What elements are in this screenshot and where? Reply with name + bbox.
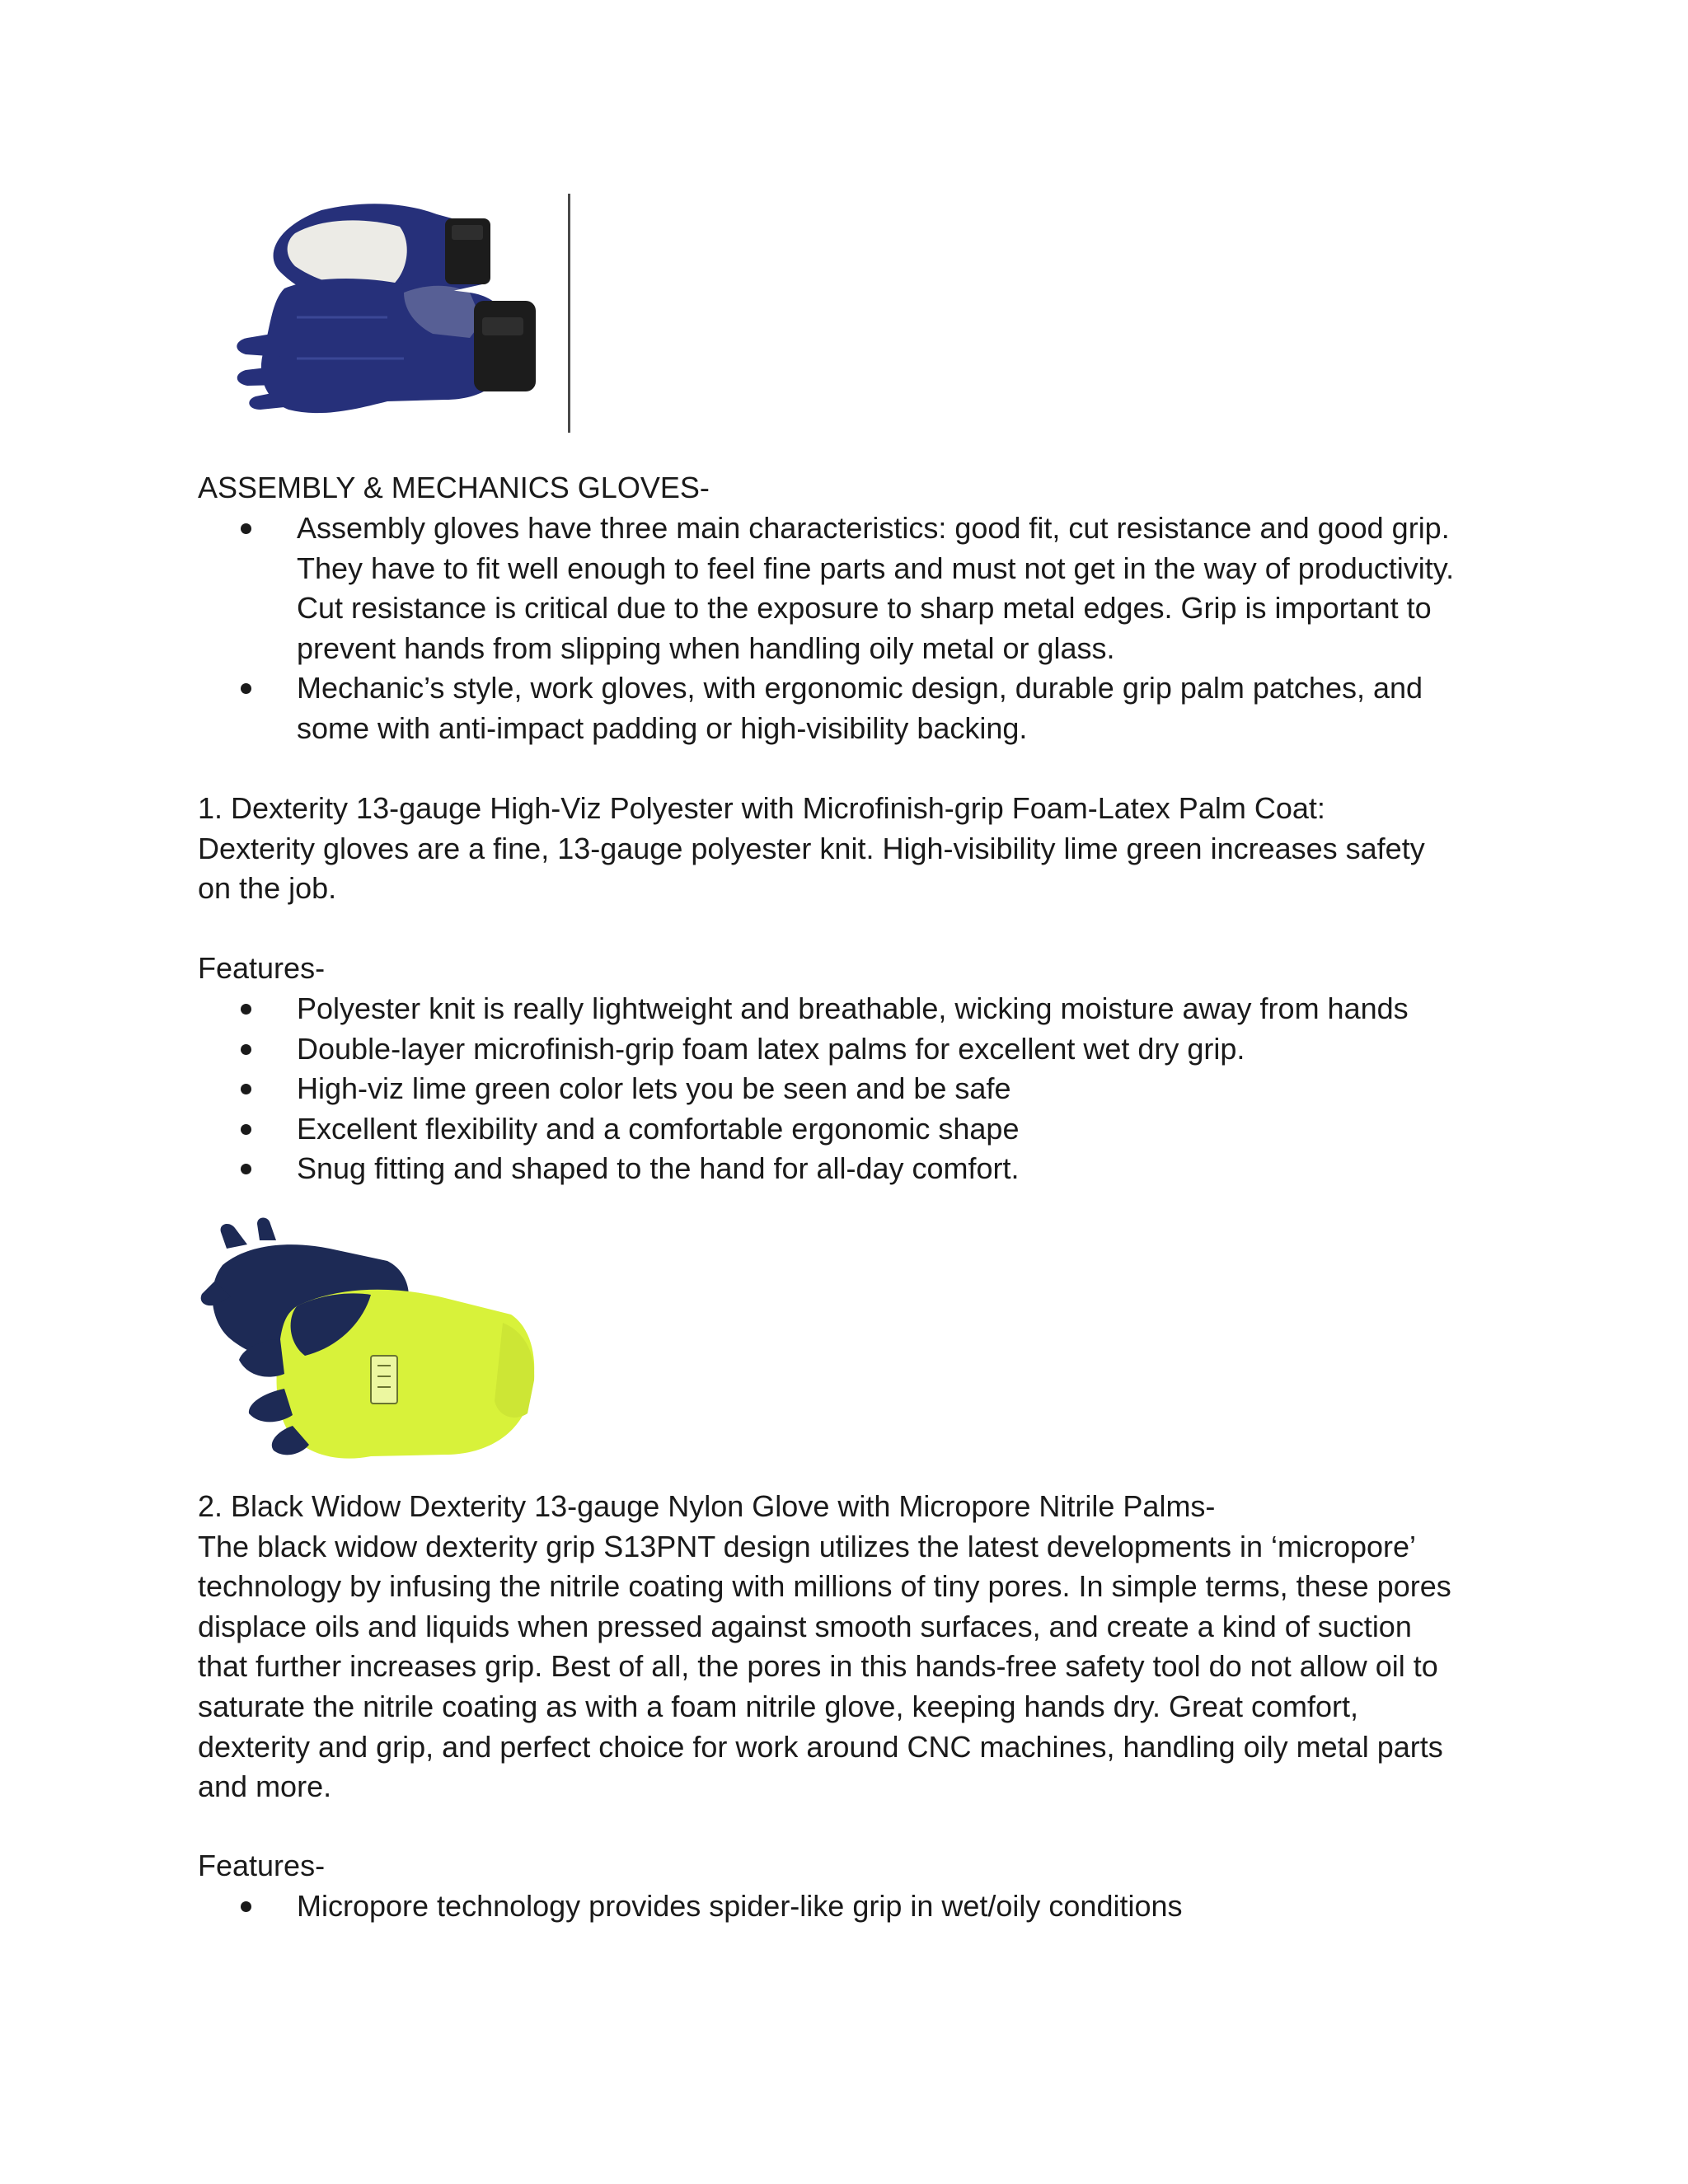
front-glove — [237, 279, 536, 413]
mechanics-gloves-illustration — [198, 194, 569, 433]
product1-title: 1. Dexterity 13-gauge High-Viz Polyester with Microfinish-grip Foam-Latex Palm Coat: — [198, 791, 1325, 825]
product2-block — [198, 1487, 1451, 1807]
product1-description-line: on the job. — [198, 871, 337, 906]
product2-title: 2. Black Widow Dexterity 13-gauge Nylon Glove with Micropore Nitrile Palms- — [198, 1489, 1216, 1523]
list-item: Assembly gloves have three main characteristics: good fit, cut resistance and good grip. They have to fit well enough to feel fine parts and must not get in the way of productivity. Cut resistance is critical due to the exposure to sharp metal edges. Grip is important to prevent hands from slipping when handling oily metal or glass. — [198, 509, 1517, 668]
product2-feature-list — [198, 1886, 1517, 1927]
document-page — [198, 0, 1517, 2184]
bullet-icon — [241, 1124, 251, 1135]
product2-description-line: technology by infusing the nitrile coating with millions of tiny pores. In simple terms, these pores — [198, 1569, 1451, 1604]
section-heading: ASSEMBLY & MECHANICS GLOVES- — [198, 471, 710, 504]
bullet-icon — [241, 1044, 251, 1055]
mechanics-gloves-image — [198, 194, 569, 433]
list-item: Excellent flexibility and a comfortable ergonomic shape — [198, 1109, 1517, 1150]
product2-description-line: dexterity and grip, and perfect choice for work around CNC machines, handling oily metal parts — [198, 1729, 1443, 1764]
list-item: Snug fitting and shaped to the hand for all-day comfort. — [198, 1149, 1517, 1189]
bullet-icon — [241, 1004, 251, 1015]
list-item: Double-layer microfinish-grip foam latex palms for excellent wet dry grip. — [198, 1029, 1517, 1070]
product2-description-line: displace oils and liquids when pressed against smooth surfaces, and create a kind of suction — [198, 1609, 1412, 1643]
intro-bullet-list — [198, 509, 1517, 749]
product2-description-line: saturate the nitrile coating as with a foam nitrile glove, keeping hands dry. Great comfort, — [198, 1689, 1359, 1723]
list-item: Mechanic’s style, work gloves, with ergonomic design, durable grip palm patches, and some with anti-impact padding or high-visibility backing. — [198, 668, 1517, 748]
bullet-icon — [241, 1084, 251, 1094]
product1-description-line: Dexterity gloves are a fine, 13-gauge polyester knit. High-visibility lime green increases safety — [198, 831, 1425, 865]
bullet-icon — [241, 523, 251, 534]
high-viz-gloves-image — [198, 1216, 560, 1475]
bullet-icon — [241, 1901, 251, 1912]
list-item: Micropore technology provides spider-like grip in wet/oily conditions — [198, 1886, 1517, 1927]
product2-description-line: and more. — [198, 1769, 332, 1804]
product1-feature-list — [198, 989, 1517, 1189]
list-item: Polyester knit is really lightweight and breathable, wicking moisture away from hands — [198, 989, 1517, 1029]
high-viz-gloves-illustration — [198, 1216, 560, 1475]
product2-features-label: Features- — [198, 1849, 326, 1882]
list-item: High-viz lime green color lets you be seen and be safe — [198, 1069, 1517, 1109]
image-divider-line — [568, 194, 570, 433]
product1-block — [198, 789, 1425, 909]
product1-features-label: Features- — [198, 951, 326, 985]
bullet-icon — [241, 1164, 251, 1174]
product2-description-line: The black widow dexterity grip S13PNT design utilizes the latest developments in ‘micropore’ — [198, 1529, 1417, 1563]
bullet-icon — [241, 683, 251, 694]
product2-description-line: that further increases grip. Best of all, the pores in this hands-free safety tool do not allow oil to — [198, 1649, 1438, 1684]
